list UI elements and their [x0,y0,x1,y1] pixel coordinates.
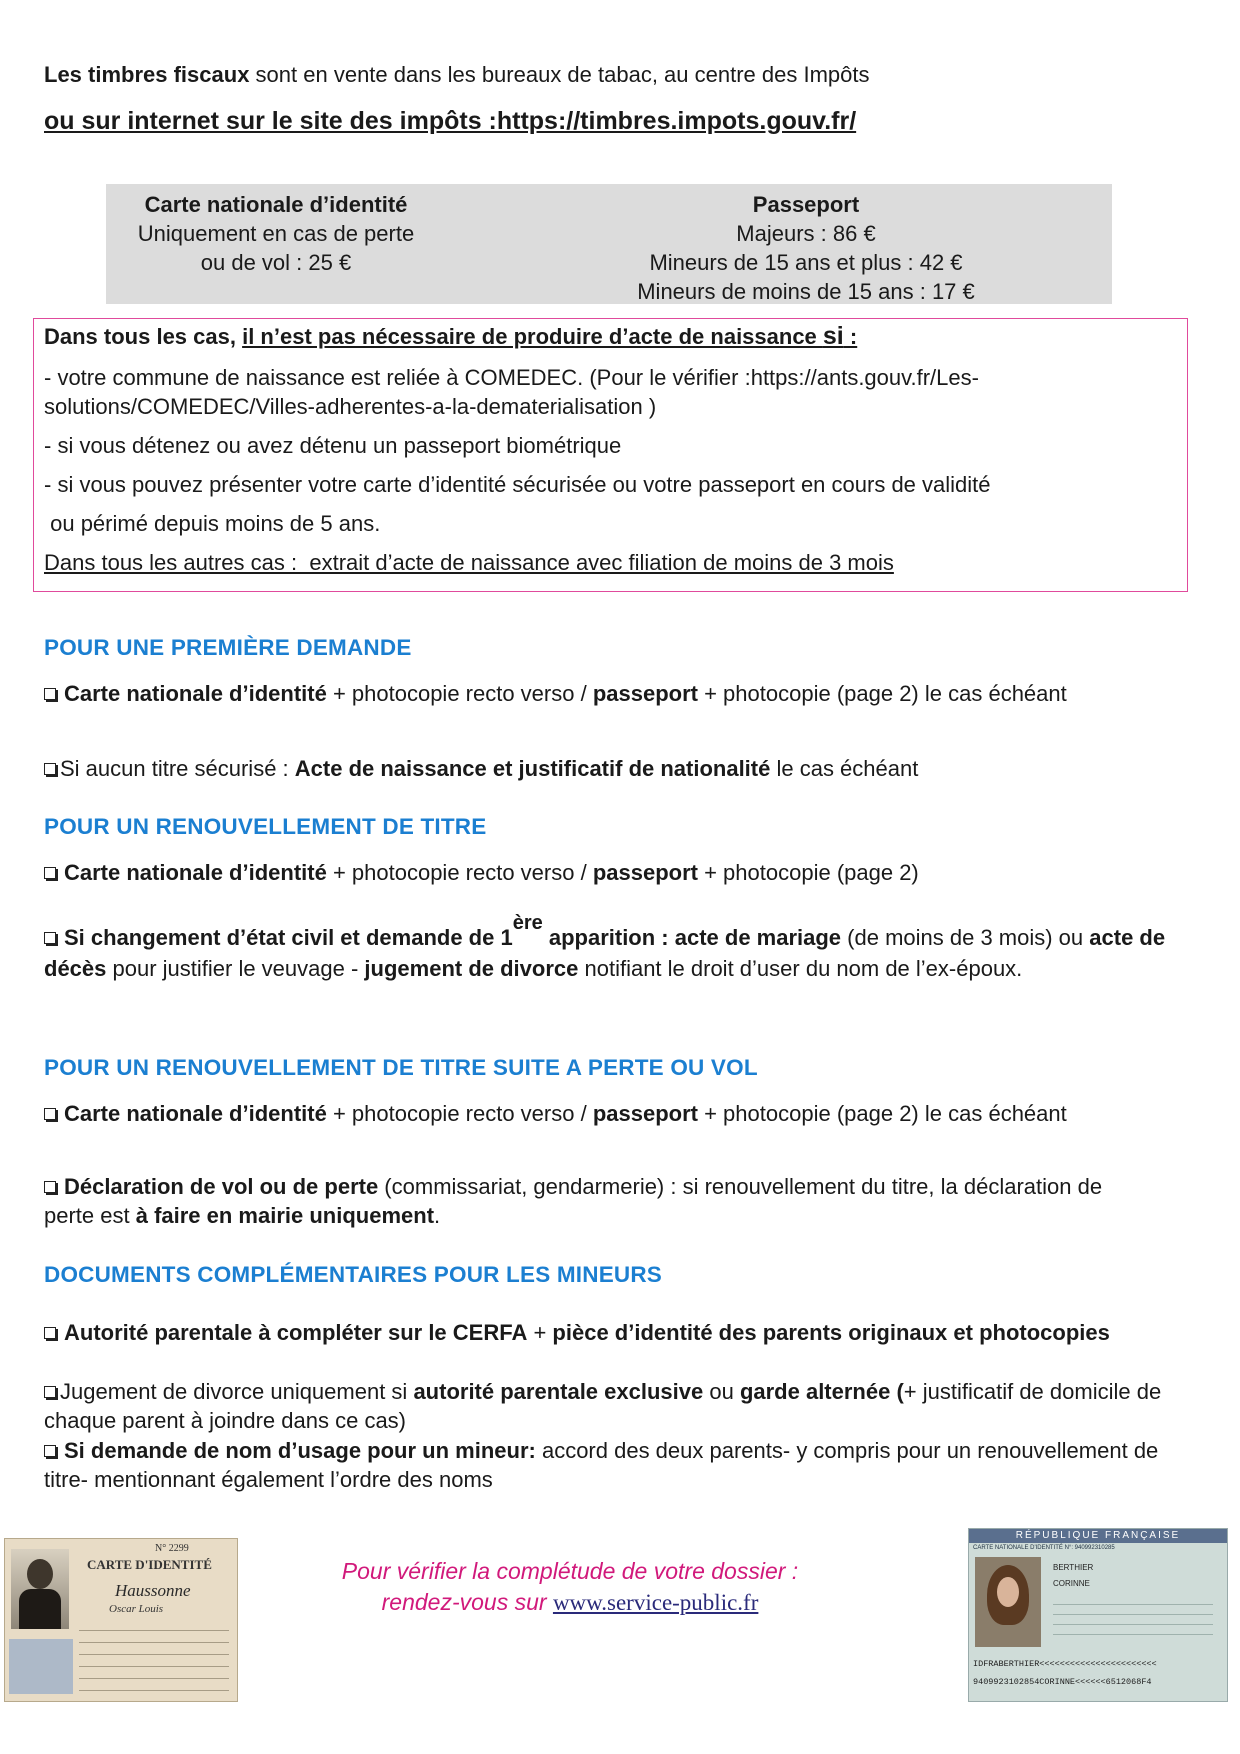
checkbox-bullet-icon [44,688,56,700]
old-identity-card-image [4,1538,238,1702]
portrait-photo [975,1557,1041,1647]
card-fields [1053,1595,1213,1641]
passport-price-line: Majeurs : 86 € [736,221,876,246]
card-mrz-line: 9409923102854CORINNE<<<<<<6512068F4 [973,1677,1152,1687]
fiscal-stamps-text: sont en vente dans les bureaux de tabac, au centre des Impôts [249,62,870,87]
service-public-link[interactable]: www.service-public.fr [552,1590,759,1615]
list-item: Si aucun titre sécurisé : Acte de naissance et justificatif de nationalité le cas échéant [44,754,918,783]
cni-price-title: Carte nationale d’identité [144,192,408,217]
footer-line-2: rendez-vous sur [381,1589,553,1615]
card-mrz-line: IDFRABERTHIER<<<<<<<<<<<<<<<<<<<<<<< [973,1659,1157,1669]
fiscal-stamps-bold: Les timbres fiscaux [44,62,250,87]
card-subtitle: CARTE NATIONALE D'IDENTITÉ N°: 940992310285 [973,1545,1115,1551]
other-cases-line: Dans tous les autres cas : extrait d’acte de naissance avec filiation de moins de 3 mois [44,550,894,575]
footer-line-1: Pour vérifier la complétude de votre dossier : [341,1558,799,1584]
checkbox-bullet-icon [44,1181,56,1193]
cni-price-column [106,190,446,277]
tax-website-link[interactable]: ou sur internet sur le site des impôts :https://timbres.impots.gouv.fr/ [44,107,857,135]
passport-price-line: Mineurs de 15 ans et plus : 42 € [649,250,963,275]
cni-price-line: Uniquement en cas de perte [137,221,415,246]
card-surname: BERTHIER [1053,1563,1094,1572]
card-firstname: Oscar Louis [109,1603,164,1615]
checkbox-bullet-icon [44,1386,56,1398]
card-given-name: CORINNE [1053,1579,1090,1588]
card-handwriting [79,1619,229,1695]
biometric-passport-item: - si vous détenez ou avez détenu un passeport biométrique [44,433,622,458]
list-item: Déclaration de vol ou de perte (commissariat, gendarmerie) : si renouvellement du titre, la déclaration de perte est à faire en mairie uniquement. [44,1174,1103,1228]
portrait-photo [11,1549,69,1629]
checkbox-bullet-icon [44,932,56,944]
checkbox-bullet-icon [44,763,56,775]
list-item: Si changement d’état civil et demande de 1ère apparition : acte de mariage (de moins de 3 mois) ou acte de décès pour justifier le veuvage - jugement de divorce notifiant le droit d’user du nom de l’ex-époux. [44,912,1166,981]
list-item: Carte nationale d’identité + photocopie recto verso / passeport + photocopie (page 2) le cas échéant [44,679,1134,708]
passport-price-title: Passeport [752,192,860,217]
birth-certificate-heading: Dans tous les cas, il n’est pas nécessaire de produire d’acte de naissance si : [44,322,858,350]
passport-price-column [596,190,1016,306]
footer-note [300,1556,840,1618]
price-box [106,184,1112,304]
card-number: N° 2299 [155,1543,189,1554]
section-renewal-heading: POUR UN RENOUVELLEMENT DE TITRE [44,814,487,839]
checkbox-bullet-icon [44,1445,56,1457]
cni-price-line: ou de vol : 25 € [200,250,352,275]
card-title: CARTE D'IDENTITÉ [87,1557,212,1572]
list-item: Carte nationale d’identité + photocopie recto verso / passeport + photocopie (page 2) [44,858,919,887]
comedec-item: - votre commune de naissance est reliée à COMEDEC. (Pour le vérifier :https://ants.gouv.fr/Les-solutions/COMEDEC/Villes-adherentes-a-la-dematerialisation ) [44,365,979,419]
list-item: Si demande de nom d’usage pour un mineur: accord des deux parents- y compris pour un renouvellement de titre- mentionnant également l’ordre des noms [44,1438,1159,1492]
checkbox-bullet-icon [44,867,56,879]
fiscal-stamps-line [44,60,870,89]
stamp-icon [9,1639,73,1694]
card-header: RÉPUBLIQUE FRANÇAISE [969,1529,1227,1543]
secure-id-item-cont: ou périmé depuis moins de 5 ans. [44,511,381,536]
section-minors-heading: DOCUMENTS COMPLÉMENTAIRES POUR LES MINEURS [44,1262,663,1287]
secure-id-item: - si vous pouvez présenter votre carte d’identité sécurisée ou votre passeport en cours de validité [44,472,991,497]
checkbox-bullet-icon [44,1108,56,1120]
checkbox-bullet-icon [44,1327,56,1339]
new-identity-card-image [968,1528,1228,1702]
list-item: Jugement de divorce uniquement si autorité parentale exclusive ou garde alternée (+ justificatif de domicile de chaque parent à joindre dans ce cas) [44,1379,1162,1433]
section-first-request-heading: POUR UNE PREMIÈRE DEMANDE [44,635,412,660]
card-name: Haussonne [115,1581,191,1600]
section-loss-heading: POUR UN RENOUVELLEMENT DE TITRE SUITE A PERTE OU VOL [44,1055,758,1080]
passport-price-line: Mineurs de moins de 15 ans : 17 € [637,279,975,304]
list-item: Autorité parentale à compléter sur le CERFA + pièce d’identité des parents originaux et photocopies [44,1318,1134,1347]
list-item: Carte nationale d’identité + photocopie recto verso / passeport + photocopie (page 2) le cas échéant [44,1099,1134,1128]
